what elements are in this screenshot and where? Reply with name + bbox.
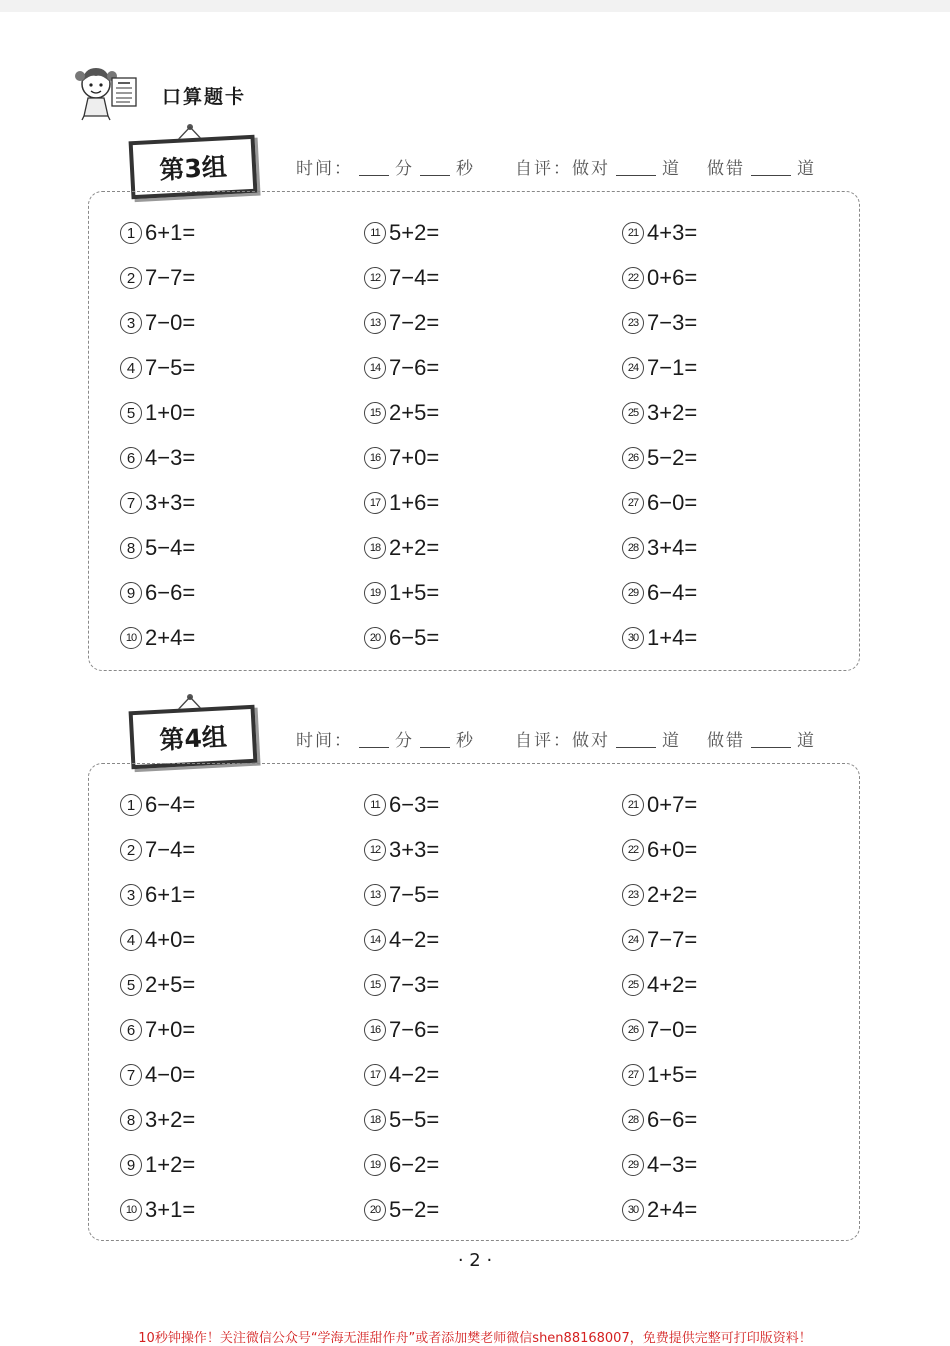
problem-item (622, 263, 697, 293)
page-number: · 2 · (457, 1250, 493, 1271)
problem-number: 11 (364, 222, 386, 244)
problem-expression: 0+6= (647, 265, 698, 290)
problem-number: 30 (622, 1199, 644, 1221)
problem-expression: 2+5= (145, 972, 196, 997)
problem-expression: 7−3= (647, 310, 698, 335)
problem-number: 27 (622, 492, 644, 514)
problem-number: 5 (120, 974, 142, 996)
problem-item (622, 218, 697, 248)
problem-item (120, 1195, 195, 1225)
problem-expression: 6+0= (647, 837, 698, 862)
problem-expression: 5−4= (145, 535, 196, 560)
problem-number: 20 (364, 1199, 386, 1221)
problem-number: 12 (364, 839, 386, 861)
problem-item (364, 623, 439, 653)
problem-expression: 6−5= (389, 625, 440, 650)
problem-expression: 3+2= (647, 400, 698, 425)
problem-expression: 1+2= (145, 1152, 196, 1177)
problem-item (622, 880, 697, 910)
problem-number: 19 (364, 1154, 386, 1176)
problem-item (120, 488, 195, 518)
problem-item (364, 443, 439, 473)
problem-expression: 2+4= (145, 625, 196, 650)
problem-item (120, 353, 195, 383)
problem-number: 1 (120, 222, 142, 244)
problem-item (364, 308, 439, 338)
problem-item (120, 835, 195, 865)
problem-item (622, 1150, 697, 1180)
problem-item (622, 790, 697, 820)
problem-number: 23 (622, 884, 644, 906)
problem-item (364, 398, 439, 428)
problem-expression: 4−3= (145, 445, 196, 470)
problem-expression: 7−5= (145, 355, 196, 380)
problem-expression: 7−5= (389, 882, 440, 907)
problem-number: 11 (364, 794, 386, 816)
problem-item (120, 970, 195, 1000)
problem-number: 3 (120, 312, 142, 334)
problem-expression: 3+2= (145, 1107, 196, 1132)
problem-number: 6 (120, 1019, 142, 1041)
problem-expression: 6+1= (145, 882, 196, 907)
problem-number: 13 (364, 312, 386, 334)
problem-number: 20 (364, 627, 386, 649)
problem-number: 13 (364, 884, 386, 906)
problem-item (622, 353, 697, 383)
problem-number: 23 (622, 312, 644, 334)
problem-expression: 4−0= (145, 1062, 196, 1087)
problem-number: 28 (622, 1109, 644, 1131)
problem-expression: 4−2= (389, 927, 440, 952)
problem-expression: 4+3= (647, 220, 698, 245)
problem-expression: 4−2= (389, 1062, 440, 1087)
problem-number: 4 (120, 929, 142, 951)
problem-item (364, 970, 439, 1000)
problem-item (120, 925, 195, 955)
correct-blank[interactable] (616, 747, 656, 748)
problem-expression: 7−1= (647, 355, 698, 380)
problem-item (120, 1150, 195, 1180)
problem-item (120, 398, 195, 428)
problem-expression: 4+0= (145, 927, 196, 952)
problem-expression: 0+7= (647, 792, 698, 817)
problem-expression: 5−5= (389, 1107, 440, 1132)
problem-number: 1 (120, 794, 142, 816)
problem-number: 18 (364, 537, 386, 559)
problem-expression: 7−7= (145, 265, 196, 290)
problem-item (622, 308, 697, 338)
problem-item (622, 398, 697, 428)
problem-item (622, 1195, 697, 1225)
problem-number: 15 (364, 974, 386, 996)
problem-expression: 1+6= (389, 490, 440, 515)
problem-expression: 6−3= (389, 792, 440, 817)
problem-expression: 1+5= (389, 580, 440, 605)
problem-expression: 1+4= (647, 625, 698, 650)
problem-number: 27 (622, 1064, 644, 1086)
problem-number: 28 (622, 537, 644, 559)
problem-item (364, 353, 439, 383)
minute-blank[interactable] (359, 747, 389, 748)
problem-expression: 4+2= (647, 972, 698, 997)
problem-item (622, 443, 697, 473)
problem-number: 7 (120, 1064, 142, 1086)
second-blank[interactable] (420, 175, 450, 176)
problem-number: 9 (120, 582, 142, 604)
problem-expression: 7−0= (647, 1017, 698, 1042)
problem-item (364, 578, 439, 608)
problem-item (622, 488, 697, 518)
problem-number: 2 (120, 839, 142, 861)
problem-expression: 7−6= (389, 355, 440, 380)
problem-box (88, 191, 860, 671)
problem-item (364, 533, 439, 563)
problem-item (364, 488, 439, 518)
problem-expression: 7−0= (145, 310, 196, 335)
problem-number: 26 (622, 1019, 644, 1041)
problem-item (622, 1060, 697, 1090)
problem-item (622, 1105, 697, 1135)
problem-item (120, 623, 195, 653)
time-eval-line: 时间： 分 秒 自评：做对 道 做错 道 (296, 159, 816, 179)
problem-item (622, 925, 697, 955)
problem-expression: 2+4= (647, 1197, 698, 1222)
problem-number: 25 (622, 974, 644, 996)
problem-number: 14 (364, 357, 386, 379)
problem-item (120, 533, 195, 563)
problem-expression: 7+0= (145, 1017, 196, 1042)
problem-item (364, 835, 439, 865)
problem-number: 17 (364, 1064, 386, 1086)
minute-blank[interactable] (359, 175, 389, 176)
problem-expression: 1+0= (145, 400, 196, 425)
problem-expression: 5−2= (647, 445, 698, 470)
problem-item (120, 443, 195, 473)
problem-item (364, 1195, 439, 1225)
problem-number: 17 (364, 492, 386, 514)
problem-number: 9 (120, 1154, 142, 1176)
problem-expression: 6+1= (145, 220, 196, 245)
problem-number: 8 (120, 1109, 142, 1131)
footer-notice: 10秒钟操作！关注微信公众号“学海无涯甜作舟”或者添加樊老师微信shen88168007，免费提供完整可打印版资料！ (138, 1331, 812, 1346)
problem-number: 25 (622, 402, 644, 424)
problem-number: 10 (120, 627, 142, 649)
problem-item (364, 218, 439, 248)
problem-expression: 6−6= (145, 580, 196, 605)
problem-number: 26 (622, 447, 644, 469)
group-label: 第3组 (129, 135, 258, 200)
problem-expression: 7−4= (389, 265, 440, 290)
problem-item (120, 578, 195, 608)
problem-number: 6 (120, 447, 142, 469)
problem-expression: 2+5= (389, 400, 440, 425)
problem-number: 3 (120, 884, 142, 906)
problem-expression: 7−4= (145, 837, 196, 862)
problem-number: 12 (364, 267, 386, 289)
problem-expression: 7−6= (389, 1017, 440, 1042)
problem-item (120, 1015, 195, 1045)
second-blank[interactable] (420, 747, 450, 748)
top-strip (0, 0, 950, 12)
problem-number: 18 (364, 1109, 386, 1131)
problem-item (622, 623, 697, 653)
problem-expression: 3+1= (145, 1197, 196, 1222)
problem-expression: 2+2= (389, 535, 440, 560)
problem-number: 22 (622, 839, 644, 861)
problem-box (88, 763, 860, 1241)
problem-item (120, 1105, 195, 1135)
problem-expression: 7−2= (389, 310, 440, 335)
problem-expression: 5+2= (389, 220, 440, 245)
problem-item (622, 970, 697, 1000)
problem-item (364, 263, 439, 293)
problem-item (120, 218, 195, 248)
problem-item (120, 880, 195, 910)
problem-expression: 6−4= (145, 792, 196, 817)
header (72, 62, 332, 122)
problem-expression: 6−4= (647, 580, 698, 605)
problem-number: 24 (622, 929, 644, 951)
wrong-blank[interactable] (751, 175, 791, 176)
problem-expression: 6−6= (647, 1107, 698, 1132)
problem-number: 16 (364, 1019, 386, 1041)
problem-item (364, 925, 439, 955)
problem-expression: 7−3= (389, 972, 440, 997)
problem-item (120, 1060, 195, 1090)
correct-blank[interactable] (616, 175, 656, 176)
problem-number: 8 (120, 537, 142, 559)
problem-expression: 3+4= (647, 535, 698, 560)
problem-item (622, 533, 697, 563)
problem-number: 22 (622, 267, 644, 289)
problem-expression: 6−2= (389, 1152, 440, 1177)
problem-item (120, 263, 195, 293)
problem-number: 29 (622, 582, 644, 604)
problem-expression: 3+3= (389, 837, 440, 862)
problem-item (364, 1015, 439, 1045)
problem-expression: 5−2= (389, 1197, 440, 1222)
problem-number: 2 (120, 267, 142, 289)
problem-expression: 4−3= (647, 1152, 698, 1177)
problem-expression: 6−0= (647, 490, 698, 515)
problem-item (622, 578, 697, 608)
problem-number: 29 (622, 1154, 644, 1176)
problem-expression: 2+2= (647, 882, 698, 907)
problem-number: 15 (364, 402, 386, 424)
problem-number: 24 (622, 357, 644, 379)
problem-number: 7 (120, 492, 142, 514)
problem-item (120, 308, 195, 338)
problem-item (364, 1105, 439, 1135)
problem-number: 21 (622, 222, 644, 244)
problem-item (364, 790, 439, 820)
problem-number: 19 (364, 582, 386, 604)
time-eval-line: 时间： 分 秒 自评：做对 道 做错 道 (296, 731, 816, 751)
problem-number: 10 (120, 1199, 142, 1221)
problem-item (622, 1015, 697, 1045)
problem-item (364, 1150, 439, 1180)
problem-expression: 7+0= (389, 445, 440, 470)
page-title: 口算题卡 (162, 86, 247, 108)
problem-number: 21 (622, 794, 644, 816)
problem-number: 30 (622, 627, 644, 649)
problem-number: 14 (364, 929, 386, 951)
problem-expression: 7−7= (647, 927, 698, 952)
problem-item (364, 880, 439, 910)
problem-item (364, 1060, 439, 1090)
problem-expression: 3+3= (145, 490, 196, 515)
problem-number: 4 (120, 357, 142, 379)
girl-mascot-icon (72, 62, 142, 122)
wrong-blank[interactable] (751, 747, 791, 748)
problem-item (622, 835, 697, 865)
problem-item (120, 790, 195, 820)
problem-expression: 1+5= (647, 1062, 698, 1087)
problem-number: 5 (120, 402, 142, 424)
problem-number: 16 (364, 447, 386, 469)
group-label: 第4组 (129, 705, 258, 770)
